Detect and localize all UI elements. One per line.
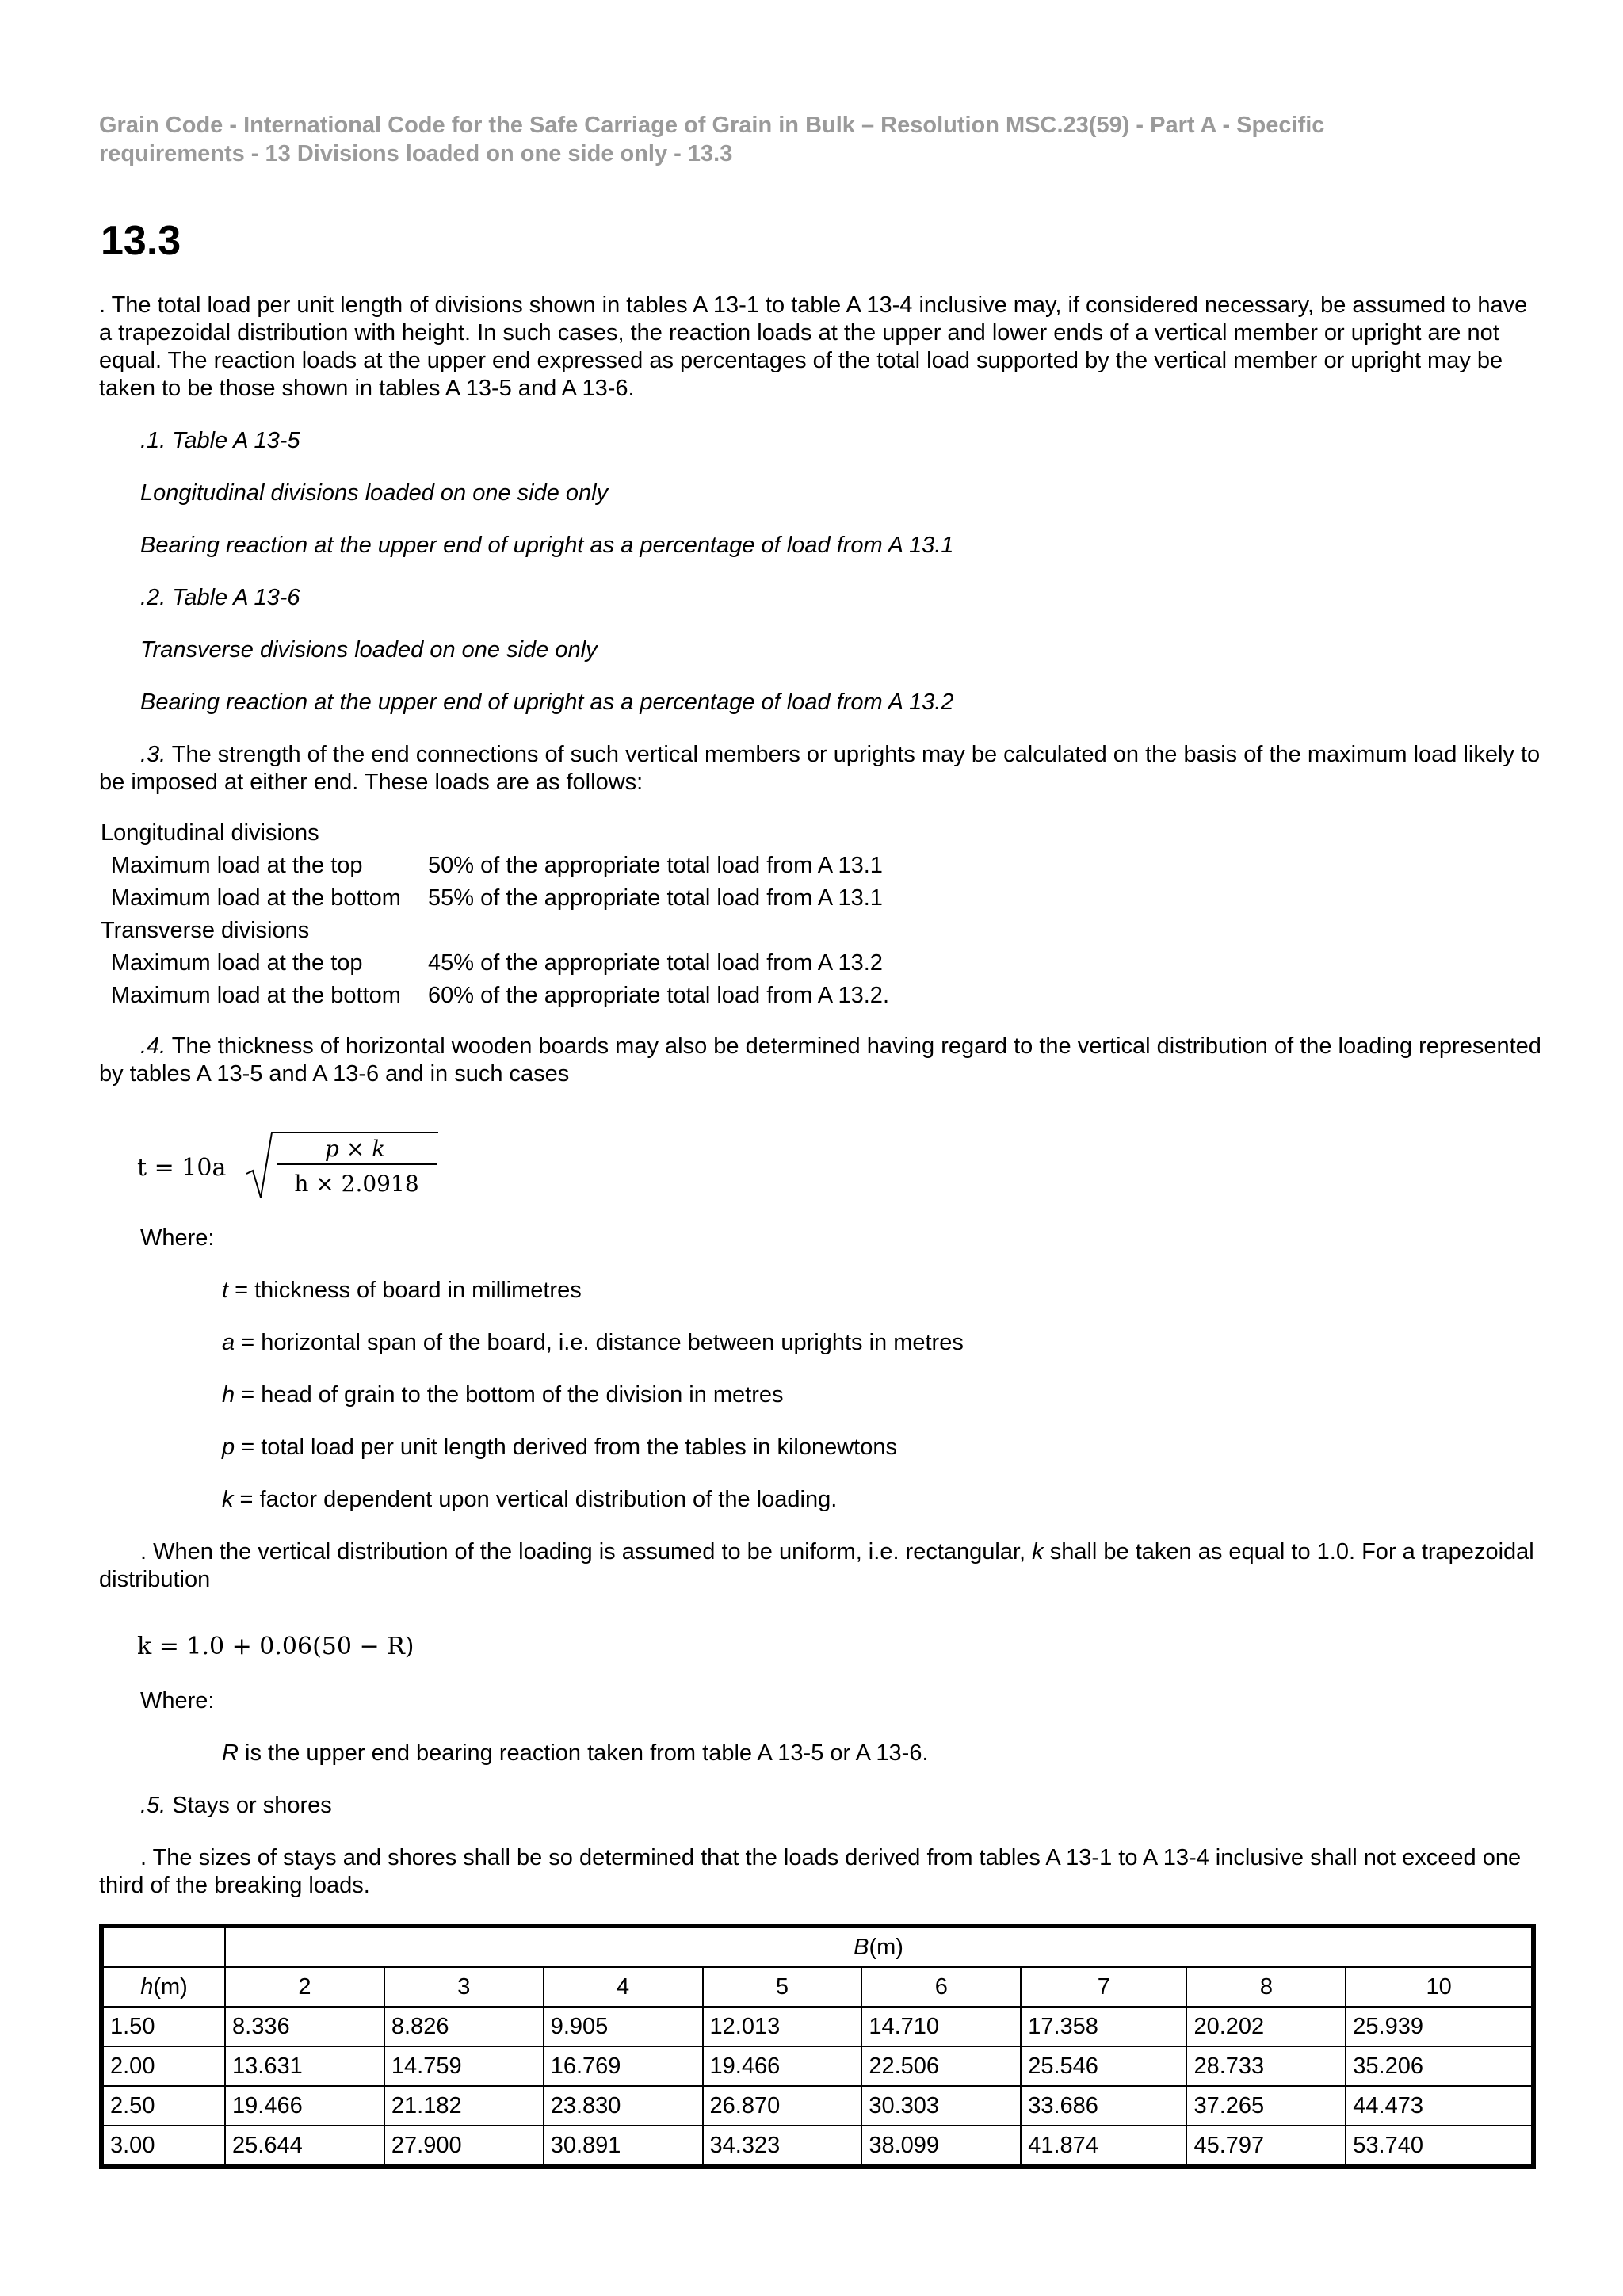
uniform-text-a: . When the vertical distribution of the loading is assumed to be uniform, i.e. rectangular, [140, 1539, 1033, 1564]
board-thickness-paragraph [99, 1033, 1541, 1088]
table-cell: 22.506 [861, 2046, 1021, 2086]
table-row [101, 2126, 1533, 2167]
definition-symbol: R [222, 1740, 239, 1766]
stays-paragraph: . The sizes of stays and shores shall be so determined that the loads derived from tables A 13-1 to A 13-4 inclusive shall not exceed one third of the breaking loads. [99, 1845, 1522, 1898]
table-cell: 20.202 [1186, 2007, 1346, 2046]
table-header-blank [101, 1926, 225, 1967]
definition-text: = total load per unit length derived from the tables in kilonewtons [235, 1435, 898, 1460]
definition-text: = head of grain to the bottom of the division in metres [235, 1382, 784, 1408]
table-cell: 9.905 [544, 2007, 703, 2046]
loads-label: Maximum load at the bottom [111, 885, 401, 911]
table-column-header: 2 [225, 1967, 384, 2007]
table-cell: 41.874 [1021, 2126, 1186, 2167]
table-cell: 25.939 [1346, 2007, 1533, 2046]
load-table [99, 1924, 1536, 2169]
table-cell: 33.686 [1021, 2086, 1186, 2126]
formula-lhs: t = 10a [137, 1154, 227, 1182]
definition-symbol: a [222, 1330, 235, 1355]
table-cell: 44.473 [1346, 2086, 1533, 2126]
document-page [99, 111, 1541, 2169]
table-row-header: 1.50 [101, 2007, 225, 2046]
board-thickness-text: The thickness of horizontal wooden boards may also be determined having regard to the vertical distribution of the loading represented by tables A 13-5 and A 13-6 and in such cases [99, 1033, 1541, 1087]
stays-heading-text: Stays or shores [166, 1793, 332, 1818]
table-a13-5-subtitle: Longitudinal divisions loaded on one side only [140, 480, 609, 506]
table-cell: 8.826 [384, 2007, 544, 2046]
r-definition [99, 1740, 1541, 1767]
definition-text: is the upper end bearing reaction taken from table A 13-5 or A 13-6. [238, 1740, 929, 1766]
table-cell: 19.466 [703, 2046, 862, 2086]
table-cell: 45.797 [1186, 2126, 1346, 2167]
table-cell: 34.323 [703, 2126, 862, 2167]
table-column-header: 5 [703, 1967, 862, 2007]
loads-label: Maximum load at the bottom [111, 983, 401, 1008]
formula-denominator: h × 2.0918 [294, 1171, 419, 1197]
uniform-text-b: shall be taken as equal to 1.0. For a trapezoidal distribution [99, 1539, 1534, 1592]
stays-heading [99, 1792, 1541, 1820]
table-cell: 8.336 [225, 2007, 384, 2046]
loads-label: Maximum load at the top [111, 853, 363, 878]
loads-list [99, 817, 1541, 1012]
loads-row [99, 980, 1541, 1012]
item-number: .3. [140, 742, 166, 767]
table-cell: 30.891 [544, 2126, 703, 2167]
table-b-header [225, 1926, 1533, 1967]
thickness-formula [137, 1118, 1541, 1205]
section-title: 13.3 [101, 218, 181, 264]
k-factor-formula-graphic [137, 1622, 470, 1667]
table-row [101, 2086, 1533, 2126]
table-row [101, 2007, 1533, 2046]
table-cell: 17.358 [1021, 2007, 1186, 2046]
formula-numerator: p × k [324, 1136, 386, 1162]
table-a13-5-title: .1. Table A 13-5 [140, 428, 300, 453]
k-factor-formula [137, 1622, 1541, 1667]
table-a13-6-caption: Bearing reaction at the upper end of upright as a percentage of load from A 13.2 [140, 690, 954, 715]
table-column-header: 6 [861, 1967, 1021, 2007]
end-connections-paragraph [99, 741, 1541, 797]
table-cell: 28.733 [1186, 2046, 1346, 2086]
running-head: Grain Code - International Code for the Safe Carriage of Grain in Bulk – Resolution MSC.23(59) - Part A - Specific requirements - 13 Divisions loaded on one side only - 13.3 [99, 113, 1325, 166]
loads-row [99, 882, 1541, 915]
table-cell: 35.206 [1346, 2046, 1533, 2086]
definition-symbol: p [222, 1435, 235, 1460]
table-cell: 14.710 [861, 2007, 1021, 2046]
table-h-header [101, 1967, 225, 2007]
loads-longitudinal-title: Longitudinal divisions [101, 820, 319, 846]
table-row-header: 3.00 [101, 2126, 225, 2167]
table-column-header: 8 [1186, 1967, 1346, 2007]
k-formula-text: k = 1.0 + 0.06(50 − R) [137, 1633, 414, 1660]
definition-item [99, 1486, 1541, 1514]
loads-value: 45% of the appropriate total load from A 13.2 [428, 950, 883, 976]
uniform-distribution-paragraph [99, 1538, 1541, 1594]
table-a13-5-caption: Bearing reaction at the upper end of upright as a percentage of load from A 13.1 [140, 533, 954, 558]
h-unit: (m) [153, 1973, 188, 2000]
b-unit: (m) [869, 1934, 903, 1960]
table-column-header: 4 [544, 1967, 703, 2007]
table-cell: 23.830 [544, 2086, 703, 2126]
table-cell: 16.769 [544, 2046, 703, 2086]
end-connections-text: The strength of the end connections of such vertical members or uprights may be calculated on the basis of the maximum load likely to be imposed at either end. These loads are as follows: [99, 742, 1541, 795]
loads-transverse-title: Transverse divisions [101, 918, 310, 943]
table-cell: 25.546 [1021, 2046, 1186, 2086]
item-number: .4. [140, 1033, 166, 1059]
definition-item [99, 1381, 1541, 1409]
intro-paragraph: . The total load per unit length of divisions shown in tables A 13-1 to table A 13-4 inclusive may, if considered necessary, be assumed to have a trapezoidal distribution with height. In such cases, the reaction loads at the upper and lower ends of a vertical member or upright are not equal. The reaction loads at the upper end expressed as percentages of the total load supported by the vertical member or upright may be taken to be those shown in tables A 13-5 and A 13-6. [99, 292, 1528, 401]
loads-row [99, 947, 1541, 980]
thickness-formula-graphic [137, 1118, 470, 1205]
definition-item [99, 1277, 1541, 1305]
where-label: Where: [140, 1225, 215, 1251]
b-symbol: B [854, 1934, 869, 1960]
table-cell: 27.900 [384, 2126, 544, 2167]
table-cell: 19.466 [225, 2086, 384, 2126]
table-a13-6-subtitle: Transverse divisions loaded on one side only [140, 637, 598, 663]
loads-value: 55% of the appropriate total load from A 13.1 [428, 885, 883, 911]
definition-text: = horizontal span of the board, i.e. distance between uprights in metres [235, 1330, 964, 1355]
loads-row [99, 850, 1541, 882]
table-row [101, 2046, 1533, 2086]
table-column-header-row [101, 1967, 1533, 2007]
item-number: .5. [140, 1793, 166, 1818]
table-row-header: 2.00 [101, 2046, 225, 2086]
loads-value: 50% of the appropriate total load from A 13.1 [428, 853, 883, 878]
definition-text: = factor dependent upon vertical distribution of the loading. [233, 1487, 838, 1512]
table-cell: 30.303 [861, 2086, 1021, 2126]
table-a13-6-title: .2. Table A 13-6 [140, 585, 300, 610]
table-cell: 25.644 [225, 2126, 384, 2167]
definition-symbol: h [222, 1382, 235, 1408]
definition-item [99, 1434, 1541, 1461]
where-label-2: Where: [140, 1688, 215, 1713]
table-cell: 12.013 [703, 2007, 862, 2046]
definitions-list [99, 1277, 1541, 1514]
loads-label: Maximum load at the top [111, 950, 363, 976]
loads-value: 60% of the appropriate total load from A 13.2. [428, 983, 889, 1008]
table-cell: 38.099 [861, 2126, 1021, 2167]
table-cell: 13.631 [225, 2046, 384, 2086]
definition-text: = thickness of board in millimetres [228, 1278, 582, 1303]
table-cell: 37.265 [1186, 2086, 1346, 2126]
uniform-symbol: k [1032, 1539, 1044, 1564]
definition-item [99, 1329, 1541, 1357]
table-cell: 53.740 [1346, 2126, 1533, 2167]
table-row-header: 2.50 [101, 2086, 225, 2126]
table-cell: 21.182 [384, 2086, 544, 2126]
table-column-header: 3 [384, 1967, 544, 2007]
definition-symbol: k [222, 1487, 234, 1512]
table-column-header: 7 [1021, 1967, 1186, 2007]
table-column-header: 10 [1346, 1967, 1533, 2007]
table-cell: 14.759 [384, 2046, 544, 2086]
table-cell: 26.870 [703, 2086, 862, 2126]
h-symbol: h [140, 1973, 154, 2000]
table-header-row [101, 1926, 1533, 1967]
definition-symbol: t [222, 1278, 229, 1303]
